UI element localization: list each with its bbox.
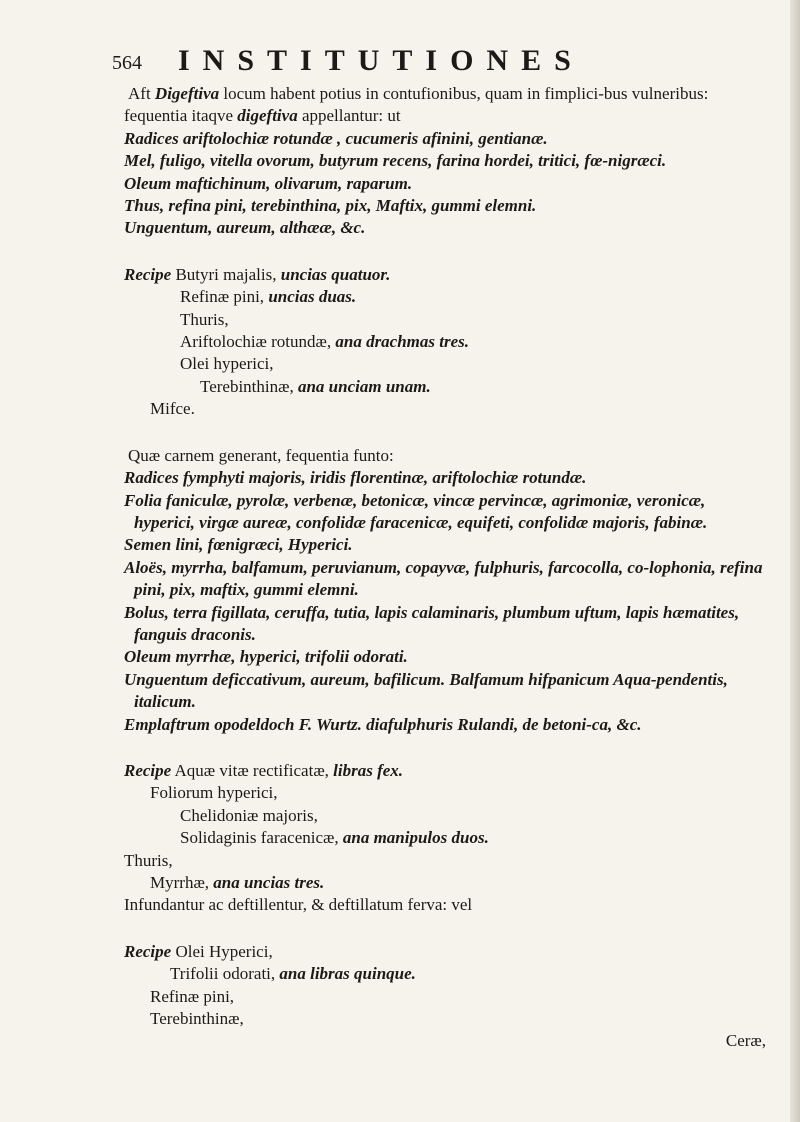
- list-item: Unguentum, aureum, althææ, &c.: [124, 218, 366, 238]
- list-item: Oleum maftichinum, olivarum, raparum.: [124, 173, 413, 193]
- recipe-ingredient: Terebinthinæ,: [200, 376, 298, 396]
- recipe-dose: ana manipulos duos.: [342, 828, 489, 848]
- recipe-block-1: [124, 264, 770, 421]
- recipe-ingredient: Refinæ pini,: [150, 986, 235, 1006]
- recipe-ingredient: Refinæ pini,: [180, 287, 269, 307]
- recipe-label: Recipe: [124, 264, 172, 284]
- recipe-block-3: [124, 941, 770, 1053]
- recipe-dose: ana unciam unam.: [297, 376, 431, 396]
- intro-paragraph: [124, 83, 770, 128]
- recipe-ingredient: Butyri majalis,: [175, 264, 281, 284]
- recipe-ingredient: Thuris,: [124, 850, 173, 870]
- recipe-dose: libras fex.: [333, 760, 404, 780]
- list-item: Radices fymphyti majoris, iridis florentinæ, ariftolochiæ rotundæ.: [124, 468, 587, 488]
- recipe-ingredient: Olei hyperici,: [180, 354, 274, 374]
- recipe-ingredient: Ariftolochiæ rotundæ,: [180, 332, 336, 352]
- page-edge-shadow: [790, 0, 800, 1122]
- intro-term-2: digeftiva: [237, 106, 298, 126]
- recipe-ingredient: Trifolii odorati,: [170, 964, 280, 984]
- recipe-closing: Mifce.: [150, 399, 195, 419]
- list-item: Thus, refina pini, terebinthina, pix, Maftix, gummi elemni.: [124, 196, 537, 216]
- recipe-label: Recipe: [124, 760, 172, 780]
- running-header: [112, 42, 672, 78]
- recipe-label: Recipe: [124, 941, 172, 961]
- recipe-dose: uncias quatuor.: [280, 264, 391, 284]
- list-item: Emplaftrum opodeldoch F. Wurtz. diafulphuris Rulandi, de betoni-ca, &c.: [124, 714, 642, 734]
- running-title: INSTITUTIONES: [178, 44, 584, 77]
- recipe-dose: ana drachmas tres.: [335, 332, 470, 352]
- recipe-ingredient: Thuris,: [180, 309, 229, 329]
- page-number: 564: [112, 52, 142, 74]
- recipe-ingredient: Terebinthinæ,: [150, 1009, 244, 1029]
- main-text: [124, 83, 770, 1053]
- list-item: Semen lini, fœnigræci, Hyperici.: [124, 535, 353, 555]
- recipe-block-2: [124, 760, 770, 917]
- recipe-dose: ana libras quinque.: [279, 964, 416, 984]
- recipe-ingredient: Olei Hyperici,: [175, 941, 273, 961]
- list-item: Radices ariftolochiæ rotundæ , cucumeris afinini, gentianæ.: [124, 128, 548, 148]
- recipe-dose: uncias duas.: [268, 287, 357, 307]
- recipe-ingredient: Aquæ vitæ rectificatæ,: [174, 760, 334, 780]
- list-item: Mel, fuligo, vitella ovorum, butyrum recens, farina hordei, tritici, fœ-nigræci.: [124, 151, 667, 171]
- recipe-instruction: Infundantur ac deftillentur, & deftillatum ferva: vel: [124, 895, 473, 915]
- list-item: Oleum myrrhæ, hyperici, trifolii odorati.: [124, 647, 408, 667]
- catchword: Ceræ,: [725, 1031, 766, 1051]
- list-item: Unguentum deficcativum, aureum, bafilicum. Balfamum hifpanicum Aqua-pendentis, italicum.: [124, 669, 728, 712]
- intro-text-3: appellantur: ut: [297, 106, 401, 126]
- carnem-paragraph: Quæ carnem generant, fequentia funto:: [128, 445, 394, 465]
- intro-term: Digeftiva: [154, 84, 220, 103]
- intro-text-2: locum habent potius in contufionibus, quam in fimplici-bus vulneribus: fequentia itaqve: [124, 84, 709, 126]
- list-item: Aloës, myrrha, balfamum, peruvianum, copayvæ, fulphuris, farcocolla, co-lophonia, refina pini, pix, maftix, gummi elemni.: [124, 557, 763, 600]
- recipe-ingredient: Chelidoniæ majoris,: [180, 805, 318, 825]
- recipe-ingredient: Myrrhæ,: [150, 873, 214, 892]
- recipe-dose: ana uncias tres.: [213, 873, 325, 892]
- recipe-ingredient: Solidaginis faracenicæ,: [180, 828, 343, 848]
- list-item: Bolus, terra figillata, ceruffa, tutia, lapis calaminaris, plumbum uftum, lapis hæmatites, fanguis draconis.: [124, 602, 740, 644]
- recipe-ingredient: Foliorum hyperici,: [150, 783, 278, 803]
- intro-text-1: Aft: [128, 84, 155, 103]
- list-item: Folia faniculæ, pyrolæ, verbenæ, betonicæ, vincæ pervincæ, agrimoniæ, veronicæ, hyperici, virgæ aureæ, confolidæ faracenicæ, equifeti, confolidæ majoris, fabinæ.: [124, 490, 708, 532]
